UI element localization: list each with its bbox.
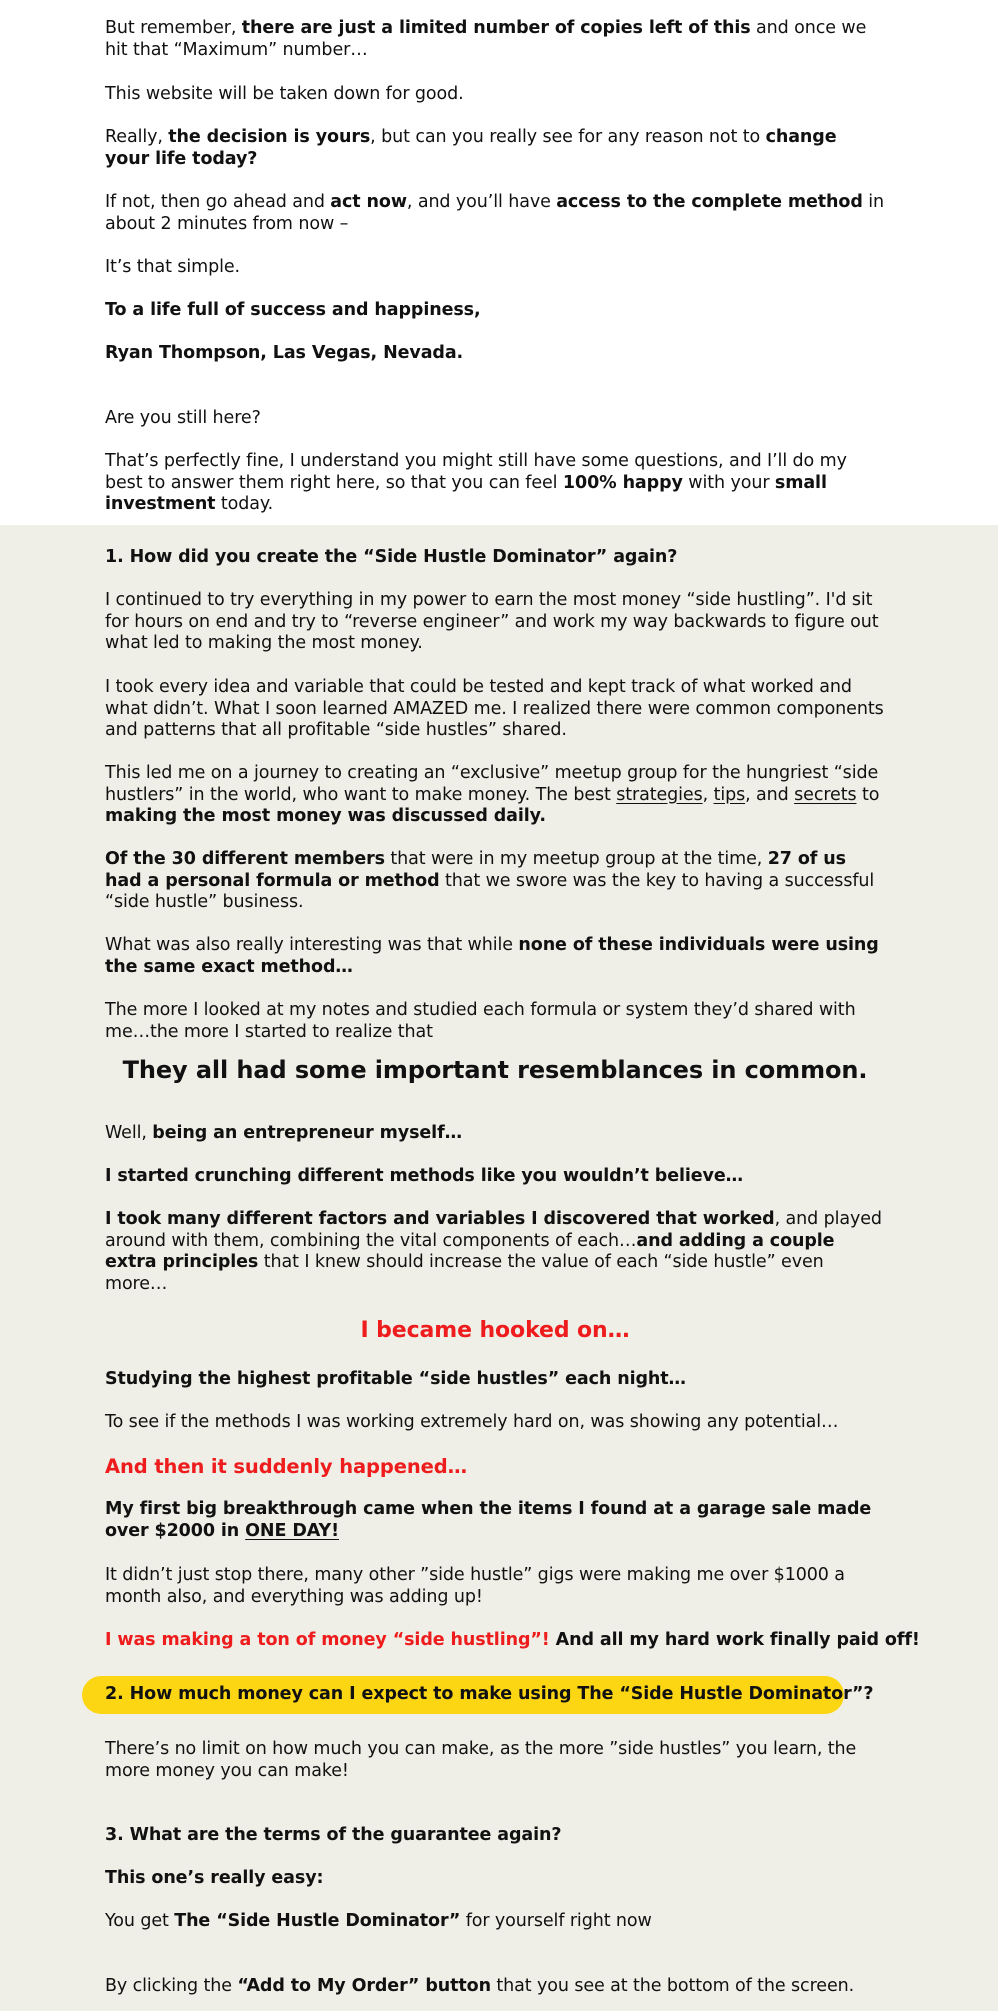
still-here-paragraph: Are you still here? [105, 408, 261, 428]
one-day-link[interactable]: ONE DAY! [245, 1520, 339, 1541]
tips-link[interactable]: tips [713, 784, 746, 805]
breakthrough-paragraph: My first big breakthrough came when the items I found at a garage sale made over $2000 in ONE DAY! [105, 1499, 872, 1541]
secrets-link[interactable]: secrets [794, 784, 857, 805]
faq-answer-1-paragraph: I took every idea and variable that could be tested and kept track of what worked and what didn’t. What I soon learned AMAZED me. I realized there were common components and patterns that all profitable “side hustles” shared. [105, 677, 884, 740]
faq-answer-1-paragraph: What was also really interesting was that while none of these individuals were using the same exact method… [105, 935, 879, 977]
paid-off-paragraph: I was making a ton of money “side hustling”! And all my hard work finally paid off! [105, 1630, 920, 1650]
questions-intro-paragraph: That’s perfectly fine, I understand you might still have some questions, and I’ll do my best to answer them right here, so that you can feel 100% happy with your small investment today. [105, 451, 847, 514]
faq-answer-1-paragraph: The more I looked at my notes and studied each formula or system they’d shared with me…the more I started to realize that [105, 1000, 856, 1042]
faq-answer-1-paragraph: Studying the highest profitable “side hustles” each night… [105, 1369, 686, 1389]
signature-line: Ryan Thompson, Las Vegas, Nevada. [105, 343, 464, 363]
faq-answer-1-paragraph: To see if the methods I was working extremely hard on, was showing any potential… [105, 1412, 839, 1432]
faq-answer-3-paragraph: By clicking the “Add to My Order” button that you see at the bottom of the screen. [105, 1976, 855, 1996]
faq-answer-1-paragraph: Of the 30 different members that were in my meetup group at the time, 27 of us had a personal formula or method that we swore was the key to having a successful “side hustle” business. [105, 849, 875, 912]
act-now-paragraph: If not, then go ahead and act now, and you’ll have access to the complete method in about 2 minutes from now – [105, 192, 884, 234]
faq-section [0, 525, 998, 2011]
takedown-paragraph: This website will be taken down for good. [105, 84, 464, 104]
faq-answer-1-paragraph: I started crunching different methods like you wouldn’t believe… [105, 1166, 744, 1186]
simple-paragraph: It’s that simple. [105, 257, 240, 277]
faq-answer-1-paragraph: Well, being an entrepreneur myself… [105, 1123, 462, 1143]
faq-question-2: 2. How much money can I expect to make using The “Side Hustle Dominator”? [105, 1684, 874, 1704]
faq-answer-3-paragraph: You get The “Side Hustle Dominator” for yourself right now [105, 1911, 652, 1931]
resemblances-heading: They all had some important resemblances in common. [122, 1056, 868, 1084]
faq-answer-1-paragraph: I continued to try everything in my power to earn the most money “side hustling”. I'd sit for hours on end and try to “reverse engineer” and work my way backwards to figure out what led to making the most money. [105, 590, 879, 653]
decision-paragraph: Really, the decision is yours, but can you really see for any reason not to change your life today? [105, 127, 837, 169]
faq-question-3: 3. What are the terms of the guarantee again? [105, 1825, 562, 1845]
strategies-link[interactable]: strategies [616, 784, 703, 805]
faq-answer-1-paragraph: I took many different factors and variables I discovered that worked, and played around with them, combining the vital components of each…and adding a couple extra principles that I knew should increase the value of each “side hustle” even more… [105, 1209, 882, 1294]
faq-answer-1-paragraph: It didn’t just stop there, many other ”side hustle” gigs were making me over $1000 a month also, and everything was adding up! [105, 1565, 845, 1607]
closing-section [0, 0, 998, 525]
faq-answer-2-paragraph: There’s no limit on how much you can make, as the more ”side hustles” you learn, the more money you can make! [105, 1739, 857, 1781]
sign-off-line: To a life full of success and happiness, [105, 300, 481, 320]
faq-answer-3-paragraph: This one’s really easy: [105, 1868, 324, 1888]
limited-copies-paragraph: But remember, there are just a limited number of copies left of this and once we hit that “Maximum” number… [105, 18, 867, 60]
faq-answer-1-paragraph: This led me on a journey to creating an “exclusive” meetup group for the hungriest “side hustlers” in the world, who want to make money. The best strategies, tips, and secrets to making the most money was discussed daily. [105, 763, 880, 826]
hooked-heading: I became hooked on… [360, 1318, 630, 1343]
suddenly-happened-heading: And then it suddenly happened… [105, 1455, 468, 1478]
faq-question-1: 1. How did you create the “Side Hustle Dominator” again? [105, 547, 678, 567]
